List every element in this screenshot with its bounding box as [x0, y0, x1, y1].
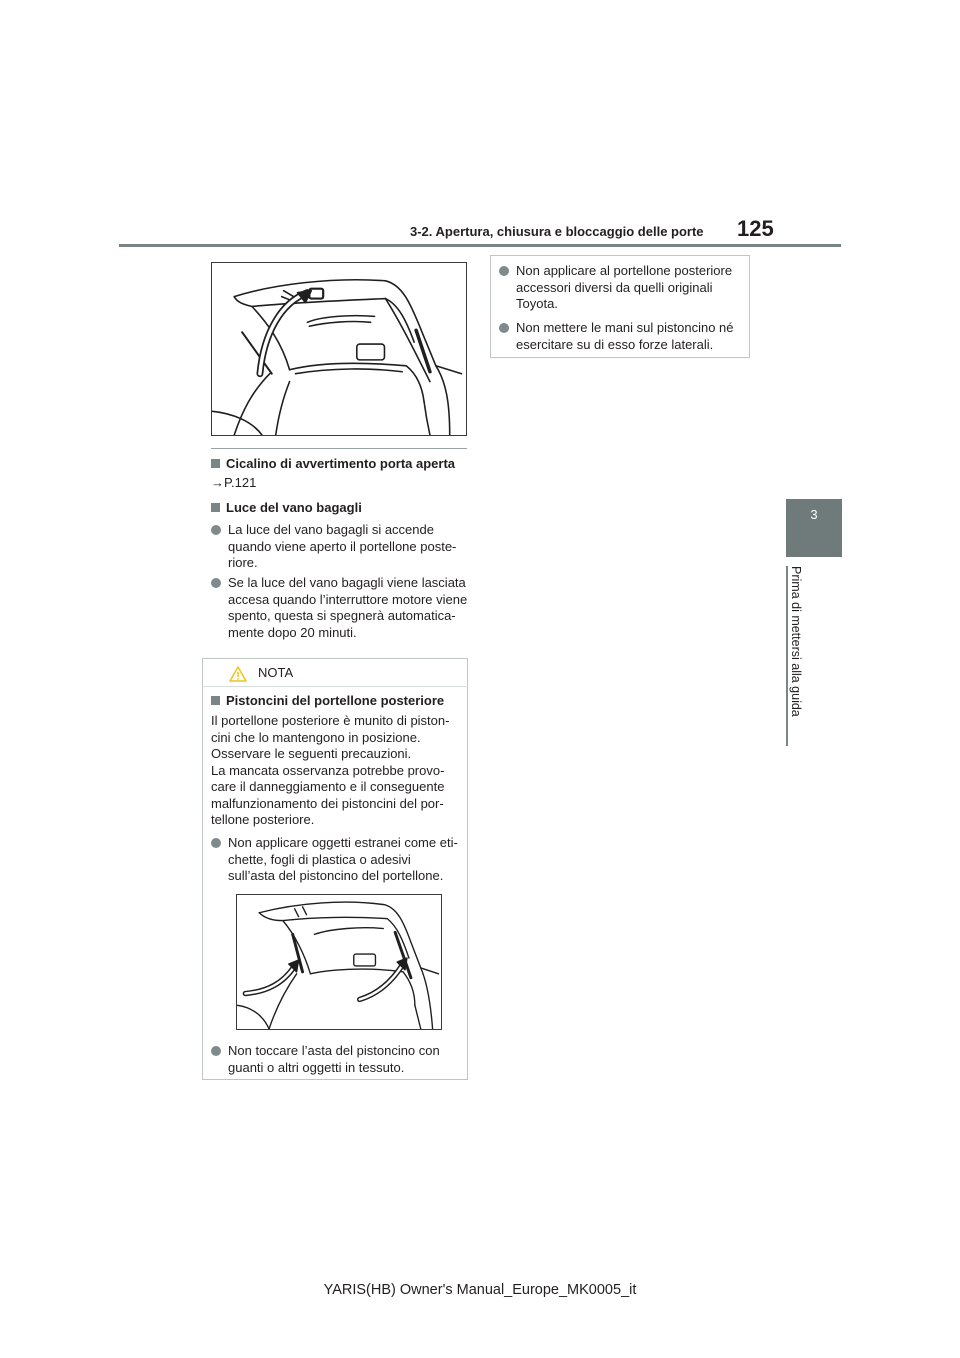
light-heading	[211, 500, 467, 517]
square-bullet-icon	[211, 696, 220, 705]
buzzer-heading-text: Cicalino di avvertimento porta aperta	[226, 456, 456, 471]
page-number: 125	[737, 216, 774, 241]
chapter-tab	[786, 499, 842, 557]
list-item-text: Non mettere le mani sul pistoncino né esercitare su di esso forze laterali.	[516, 320, 734, 352]
square-bullet-icon	[211, 503, 220, 512]
bullet-dot-icon	[211, 838, 221, 848]
list-item-text: La luce del vano bagagli si accende quando viene aperto il portellone poste- riore.	[228, 522, 457, 570]
notice-header	[202, 658, 468, 686]
footer-manual-id: YARIS(HB) Owner's Manual_Europe_MK0005_it	[323, 1282, 637, 1298]
list-item-text: Non toccare l’asta del pistoncino con guanti o altri oggetti in tessuto.	[228, 1043, 440, 1075]
notice-paragraph: Il portellone posteriore è munito di piston- cini che lo mantengono in posizione. Osservare le seguenti precauzioni. La mancata osservanza potrebbe provo- care il danneggiamento e il conseguente malfunzionamento dei pistoncini del por- tellone posteriore.	[211, 713, 450, 827]
header-rule	[119, 244, 841, 247]
notice-heading	[211, 693, 467, 710]
warning-triangle-icon	[229, 666, 247, 682]
list-item	[211, 575, 471, 641]
notice-divider	[202, 686, 468, 687]
chapter-side-title	[768, 566, 824, 746]
list-item	[211, 835, 467, 885]
buzzer-page-reference[interactable]: →P.121	[211, 475, 257, 490]
list-item-text: Se la luce del vano bagagli viene lasciata accesa quando l’interruttore motore viene spento, questa si spegnerà automatica- mente dopo 20 minuti.	[228, 575, 468, 640]
list-item	[211, 522, 471, 572]
list-item-text: Non applicare al portellone posteriore accessori diversi da quelli originali Toyota.	[516, 263, 733, 311]
tailgate-struts-illustration	[236, 894, 442, 1030]
bullet-dot-icon	[499, 266, 509, 276]
bullet-dot-icon	[211, 1046, 221, 1056]
notice-heading-text: Pistoncini del portellone posteriore	[226, 693, 445, 708]
bullet-dot-icon	[211, 578, 221, 588]
list-item	[499, 320, 749, 353]
list-item-text: Non applicare oggetti estranei come eti- chette, fogli di plastica o adesivi sull’asta del pistoncino del portellone.	[228, 835, 458, 883]
chapter-number: 3	[810, 507, 818, 522]
list-item	[211, 1043, 467, 1076]
light-heading-text: Luce del vano bagagli	[226, 500, 362, 515]
section-title: 3-2. Apertura, chiusura e bloccaggio delle porte	[410, 224, 704, 239]
bullet-dot-icon	[499, 323, 509, 333]
bullet-dot-icon	[211, 525, 221, 535]
list-item	[499, 263, 749, 313]
tailgate-light-illustration	[211, 262, 467, 436]
section-divider	[211, 448, 467, 449]
buzzer-heading	[211, 456, 467, 473]
chapter-side-label: Prima di mettersi alla guida	[789, 566, 803, 717]
notice-label: NOTA	[258, 665, 294, 680]
square-bullet-icon	[211, 459, 220, 468]
